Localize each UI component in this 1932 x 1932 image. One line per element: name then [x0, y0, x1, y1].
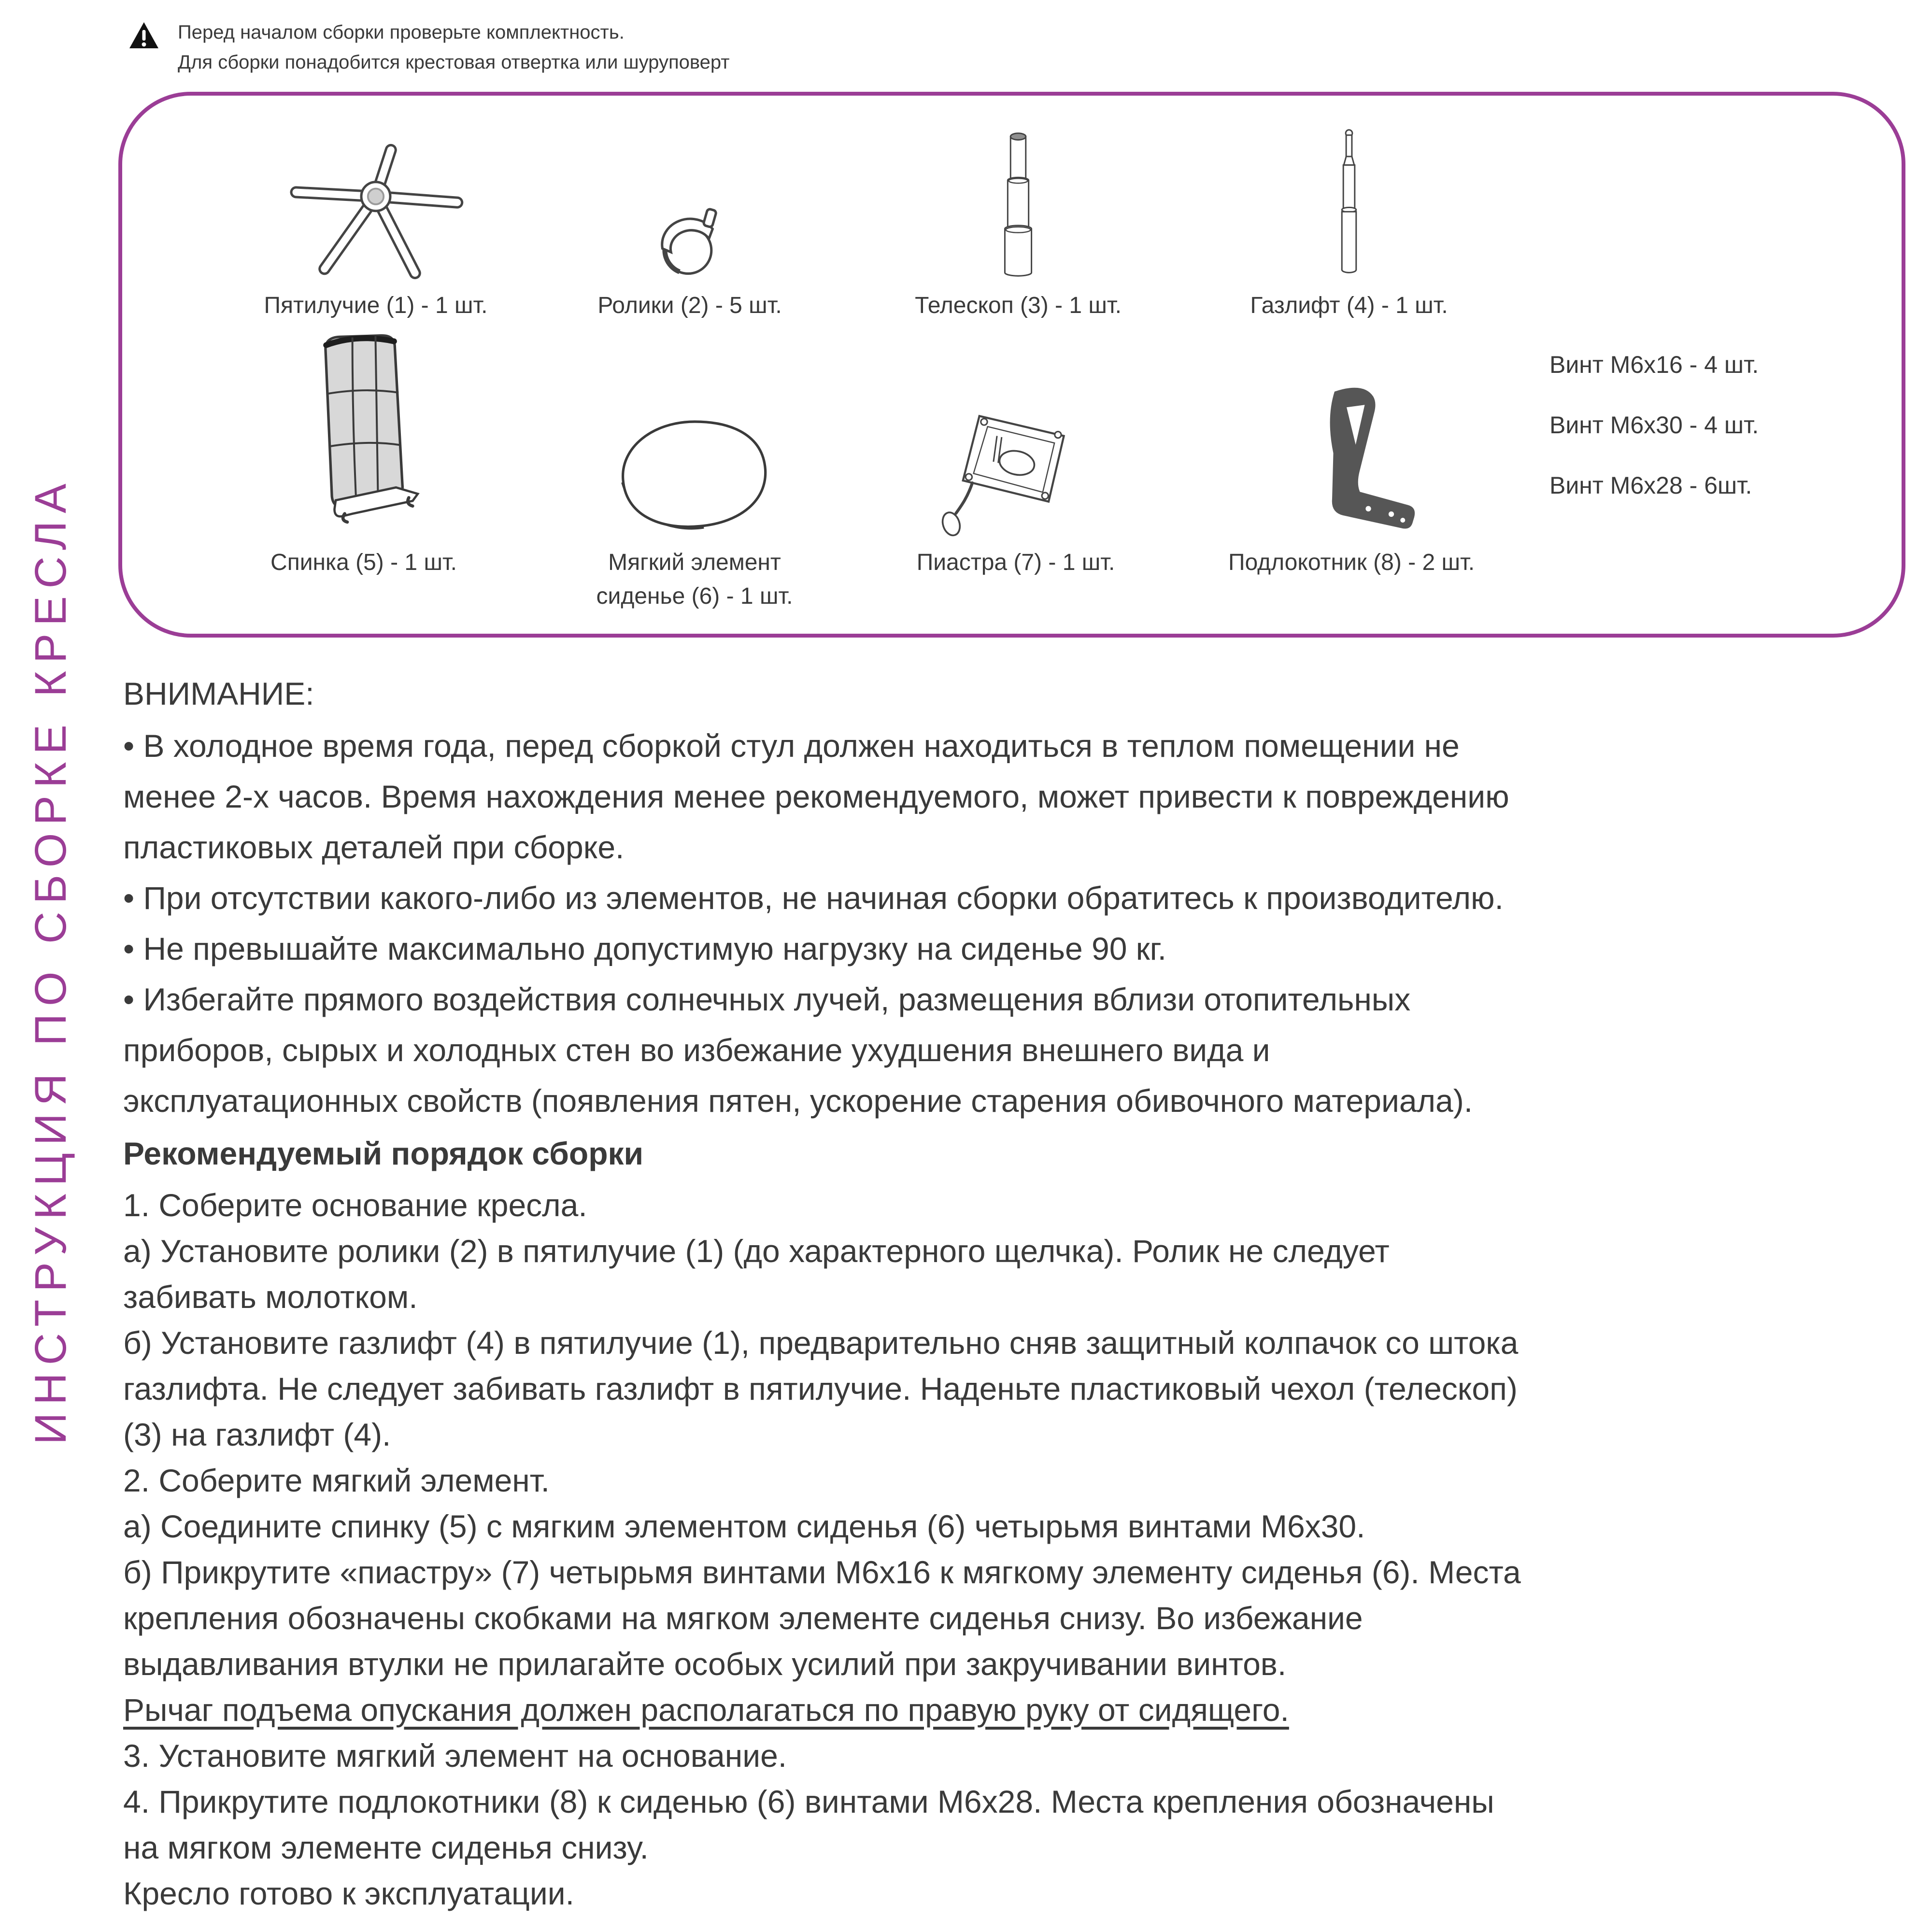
assembly-step: (3) на газлифт (4). — [123, 1417, 391, 1452]
attention-text — [123, 721, 1901, 1126]
attention-heading: ВНИМАНИЕ: — [123, 676, 314, 711]
assembly-step: б) Установите газлифт (4) в пятилучие (1), предварительно сняв защитный колпачок со штока — [123, 1325, 1519, 1361]
part-label: Ролики (2) - 5 шт. — [597, 293, 782, 318]
assembly-step: а) Установите ролики (2) в пятилучие (1) (до характерного щелчка). Ролик не следует — [123, 1233, 1390, 1269]
assembly-step: выдавливания втулки не прилагайте особых усилий при закручивании винтов. — [123, 1646, 1287, 1682]
screws-list — [1549, 335, 1759, 516]
assembly-order-text — [123, 1182, 1901, 1917]
part-gas-lift — [1204, 125, 1494, 318]
assembly-order-heading: Рекомендуемый порядок сборки — [123, 1136, 644, 1171]
part-telescope — [873, 125, 1163, 318]
backrest-icon — [219, 323, 509, 544]
notice-line-2: Для сборки понадобится крестовая отвертка или шуруповерт — [178, 52, 730, 73]
part-label: Подлокотник (8) - 2 шт. — [1228, 550, 1475, 575]
notice-line-1: Перед началом сборки проверьте комплектность. — [178, 22, 625, 43]
caster-wheel-icon — [545, 125, 835, 284]
armrest-icon — [1207, 323, 1496, 544]
attention-line: эксплуатационных свойств (появления пятен, ускорение старения обивочного материала). — [123, 1083, 1473, 1119]
parts-kit-box — [118, 92, 1905, 638]
part-backrest — [219, 323, 509, 622]
attention-line: пластиковых деталей при сборке. — [123, 829, 625, 865]
part-caster — [545, 125, 835, 318]
assembly-step: на мягком элементе сиденья снизу. — [123, 1830, 649, 1865]
assembly-step: 3. Установите мягкий элемент на основание. — [123, 1738, 787, 1774]
attention-line: менее 2-х часов. Время нахождения менее рекомендуемого, может привести к повреждению — [123, 779, 1509, 814]
pre-assembly-notice — [178, 17, 730, 77]
part-label: Пиастра (7) - 1 шт. — [916, 550, 1115, 575]
part-five-star-base — [231, 125, 521, 318]
page-title-vertical: ИНСТРУКЦИЯ ПО СБОРКЕ КРЕСЛА — [26, 476, 75, 1445]
assembly-step: а) Соедините спинку (5) с мягким элементом сиденья (6) четырьмя винтами М6х30. — [123, 1508, 1365, 1544]
assembly-step: 2. Соберите мягкий элемент. — [123, 1463, 550, 1498]
assembly-step-underlined: Рычаг подъема опускания должен располагаться по правую руку от сидящего. — [123, 1692, 1289, 1728]
part-label: Газлифт (4) - 1 шт. — [1250, 293, 1448, 318]
screw-item: Винт М6х16 - 4 шт. — [1549, 351, 1759, 378]
assembly-step: 4. Прикрутите подлокотники (8) к сиденью (6) винтами М6х28. Места крепления обозначены — [123, 1784, 1494, 1819]
gas-lift-icon — [1204, 125, 1494, 284]
attention-line: • При отсутствии какого-либо из элементов, не начиная сборки обратитесь к производителю. — [123, 880, 1504, 916]
assembly-step: газлифта. Не следует забивать газлифт в пятилучие. Наденьте пластиковый чехол (телескоп) — [123, 1371, 1518, 1406]
part-armrest — [1207, 323, 1496, 622]
attention-line: • Не превышайте максимально допустимую нагрузку на сиденье 90 кг. — [123, 931, 1166, 966]
assembly-step: забивать молотком. — [123, 1279, 418, 1315]
telescope-cover-icon — [873, 125, 1163, 284]
part-label-line-2: сиденье (6) - 1 шт. — [596, 583, 793, 609]
assembly-step: б) Прикрутите «пиастру» (7) четырьмя винтами М6х16 к мягкому элементу сиденья (6). Места — [123, 1554, 1521, 1590]
part-seat-pad — [550, 323, 839, 622]
part-label: Пятилучие (1) - 1 шт. — [264, 293, 488, 318]
screw-item: Винт М6х30 - 4 шт. — [1549, 412, 1759, 439]
warning-triangle-icon — [128, 21, 159, 49]
seat-pad-icon — [550, 323, 839, 544]
piastra-mechanism-icon — [871, 323, 1161, 544]
part-label: Телескоп (3) - 1 шт. — [915, 293, 1122, 318]
screw-item: Винт М6х28 - 6шт. — [1549, 472, 1752, 499]
assembly-step: Кресло готово к эксплуатации. — [123, 1875, 574, 1911]
part-label: Спинка (5) - 1 шт. — [270, 550, 457, 575]
assembly-step: крепления обозначены скобками на мягком элементе сиденья снизу. Во избежание — [123, 1600, 1363, 1636]
attention-line: приборов, сырых и холодных стен во избежание ухудшения внешнего вида и — [123, 1032, 1270, 1068]
assembly-step: 1. Соберите основание кресла. — [123, 1187, 587, 1223]
attention-line: • В холодное время года, перед сборкой стул должен находиться в теплом помещении не — [123, 728, 1460, 764]
attention-line: • Избегайте прямого воздействия солнечных лучей, размещения вблизи отопительных — [123, 981, 1411, 1017]
part-piastra — [871, 323, 1161, 622]
five-star-base-icon — [231, 125, 521, 284]
part-label-line-1: Мягкий элемент — [608, 550, 781, 575]
